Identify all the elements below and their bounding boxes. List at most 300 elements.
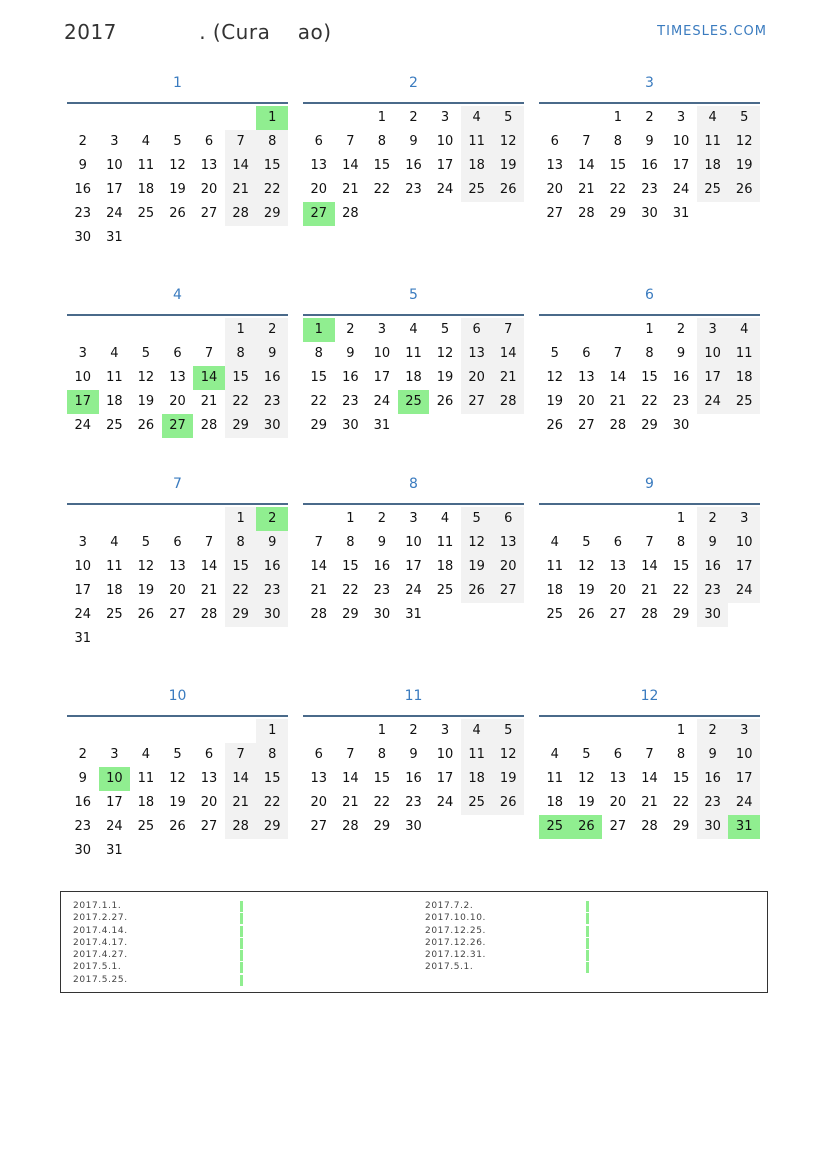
day-cell[interactable]: 10 [436,747,454,762]
day-cell[interactable]: 1 [256,106,288,130]
day-cell[interactable]: 21 [641,795,658,810]
day-cell[interactable]: 22 [225,390,257,414]
day-cell[interactable]: 4 [141,134,151,149]
day-cell[interactable]: 23 [256,390,288,414]
day-cell[interactable]: 1 [645,322,654,337]
day-cell[interactable]: 30 [697,603,729,627]
day-cell[interactable]: 8 [377,134,387,149]
day-cell[interactable]: 3 [110,747,119,762]
day-cell[interactable]: 17 [74,583,92,598]
day-cell[interactable]: 2 [697,507,729,531]
day-cell[interactable]: 7 [582,134,591,149]
day-cell[interactable]: 28 [225,815,257,839]
day-cell[interactable]: 31 [405,607,422,622]
day-cell[interactable]: 23 [74,206,92,221]
day-cell[interactable]: 7 [204,346,214,361]
day-cell[interactable]: 19 [578,583,595,598]
day-cell[interactable]: 13 [169,559,186,574]
day-cell[interactable]: 7 [645,747,654,762]
day-cell[interactable]: 28 [200,418,218,433]
day-cell[interactable]: 24 [436,182,454,197]
day-cell[interactable]: 12 [492,130,524,154]
day-cell[interactable]: 29 [609,206,627,221]
day-cell[interactable]: 5 [492,719,524,743]
day-cell[interactable]: 14 [193,366,225,390]
day-cell[interactable]: 27 [162,414,194,438]
day-cell[interactable]: 6 [613,535,623,550]
day-cell[interactable]: 25 [137,819,155,834]
day-cell[interactable]: 14 [225,154,257,178]
day-cell[interactable]: 10 [697,342,729,366]
day-cell[interactable]: 29 [641,418,658,433]
day-cell[interactable]: 26 [578,607,595,622]
day-cell[interactable]: 14 [578,158,595,173]
day-cell[interactable]: 4 [461,719,493,743]
day-cell[interactable]: 19 [169,795,186,810]
day-cell[interactable]: 12 [436,346,454,361]
day-cell[interactable]: 3 [697,318,729,342]
day-cell[interactable]: 7 [645,535,654,550]
day-cell[interactable]: 20 [200,182,218,197]
day-cell[interactable]: 2 [409,723,418,738]
day-cell[interactable]: 22 [256,791,288,815]
day-cell[interactable]: 3 [110,134,119,149]
day-cell[interactable]: 16 [74,182,92,197]
day-cell[interactable]: 24 [672,182,690,197]
day-cell[interactable]: 15 [256,767,288,791]
day-cell[interactable]: 10 [74,559,92,574]
day-cell[interactable]: 5 [461,507,493,531]
day-cell[interactable]: 19 [578,795,595,810]
day-cell[interactable]: 7 [225,130,257,154]
day-cell[interactable]: 13 [578,370,595,385]
day-cell[interactable]: 18 [546,583,564,598]
day-cell[interactable]: 10 [436,134,454,149]
day-cell[interactable]: 15 [310,370,328,385]
day-cell[interactable]: 12 [137,559,155,574]
day-cell[interactable]: 11 [728,342,760,366]
day-cell[interactable]: 13 [310,771,328,786]
day-cell[interactable]: 3 [440,110,450,125]
day-cell[interactable]: 11 [546,771,564,786]
day-cell[interactable]: 14 [200,559,218,574]
day-cell[interactable]: 17 [67,390,99,414]
day-cell[interactable]: 16 [672,370,690,385]
day-cell[interactable]: 16 [74,795,92,810]
day-cell[interactable]: 20 [578,394,595,409]
day-cell[interactable]: 2 [676,322,686,337]
day-cell[interactable]: 5 [141,346,151,361]
day-cell[interactable]: 2 [645,110,654,125]
day-cell[interactable]: 5 [141,535,151,550]
day-cell[interactable]: 1 [346,511,355,526]
day-cell[interactable]: 22 [256,178,288,202]
day-cell[interactable]: 2 [409,110,418,125]
day-cell[interactable]: 14 [641,771,658,786]
day-cell[interactable]: 19 [169,182,186,197]
day-cell[interactable]: 27 [546,206,564,221]
day-cell[interactable]: 6 [492,507,524,531]
day-cell[interactable]: 11 [461,130,493,154]
day-cell[interactable]: 5 [173,747,182,762]
day-cell[interactable]: 5 [492,106,524,130]
day-cell[interactable]: 18 [546,795,564,810]
day-cell[interactable]: 1 [676,723,686,738]
day-cell[interactable]: 20 [200,795,218,810]
day-cell[interactable]: 26 [571,815,603,839]
day-cell[interactable]: 21 [200,583,218,598]
day-cell[interactable]: 14 [492,342,524,366]
day-cell[interactable]: 16 [342,370,359,385]
day-cell[interactable]: 17 [672,158,690,173]
day-cell[interactable]: 13 [169,370,186,385]
day-cell[interactable]: 22 [672,583,690,598]
day-cell[interactable]: 17 [373,370,391,385]
day-cell[interactable]: 20 [609,795,627,810]
day-cell[interactable]: 6 [314,747,323,762]
day-cell[interactable]: 8 [256,743,288,767]
day-cell[interactable]: 23 [672,394,690,409]
day-cell[interactable]: 10 [373,346,391,361]
day-cell[interactable]: 26 [492,178,524,202]
day-cell[interactable]: 25 [398,390,430,414]
day-cell[interactable]: 19 [728,154,760,178]
day-cell[interactable]: 24 [74,607,92,622]
day-cell[interactable]: 30 [342,418,359,433]
day-cell[interactable]: 21 [342,795,359,810]
day-cell[interactable]: 7 [613,346,623,361]
day-cell[interactable]: 6 [204,134,214,149]
day-cell[interactable]: 14 [225,767,257,791]
day-cell[interactable]: 5 [728,106,760,130]
day-cell[interactable]: 4 [409,322,418,337]
day-cell[interactable]: 31 [106,230,123,245]
day-cell[interactable]: 11 [697,130,729,154]
day-cell[interactable]: 29 [373,819,391,834]
day-cell[interactable]: 28 [492,390,524,414]
day-cell[interactable]: 6 [613,747,623,762]
day-cell[interactable]: 10 [99,767,131,791]
day-cell[interactable]: 24 [405,583,422,598]
day-cell[interactable]: 12 [137,370,155,385]
day-cell[interactable]: 9 [78,771,87,786]
day-cell[interactable]: 20 [310,182,328,197]
day-cell[interactable]: 17 [436,158,454,173]
day-cell[interactable]: 10 [106,158,123,173]
day-cell[interactable]: 12 [728,130,760,154]
day-cell[interactable]: 5 [582,747,591,762]
day-cell[interactable]: 27 [492,579,524,603]
day-cell[interactable]: 20 [546,182,564,197]
day-cell[interactable]: 30 [405,819,422,834]
day-cell[interactable]: 4 [550,535,559,550]
day-cell[interactable]: 17 [697,366,729,390]
day-cell[interactable]: 20 [310,795,328,810]
day-cell[interactable]: 20 [169,583,186,598]
day-cell[interactable]: 14 [609,370,627,385]
day-cell[interactable]: 4 [728,318,760,342]
day-cell[interactable]: 3 [676,110,686,125]
day-cell[interactable]: 21 [225,791,257,815]
day-cell[interactable]: 9 [645,134,654,149]
day-cell[interactable]: 4 [110,346,119,361]
day-cell[interactable]: 3 [78,535,87,550]
day-cell[interactable]: 18 [461,154,493,178]
day-cell[interactable]: 31 [106,843,123,858]
day-cell[interactable]: 2 [256,318,288,342]
day-cell[interactable]: 31 [74,631,92,646]
day-cell[interactable]: 31 [373,418,391,433]
day-cell[interactable]: 26 [137,418,155,433]
day-cell[interactable]: 14 [641,559,658,574]
day-cell[interactable]: 27 [310,819,328,834]
day-cell[interactable]: 26 [169,206,186,221]
day-cell[interactable]: 16 [373,559,391,574]
day-cell[interactable]: 28 [310,607,328,622]
day-cell[interactable]: 29 [225,603,257,627]
day-cell[interactable]: 18 [697,154,729,178]
day-cell[interactable]: 23 [74,819,92,834]
day-cell[interactable]: 8 [613,134,623,149]
day-cell[interactable]: 8 [256,130,288,154]
day-cell[interactable]: 5 [550,346,559,361]
day-cell[interactable]: 26 [436,394,454,409]
day-cell[interactable]: 30 [641,206,658,221]
day-cell[interactable]: 29 [256,815,288,839]
day-cell[interactable]: 26 [546,418,564,433]
day-cell[interactable]: 16 [697,555,729,579]
day-cell[interactable]: 13 [492,531,524,555]
day-cell[interactable]: 25 [461,178,493,202]
day-cell[interactable]: 25 [436,583,454,598]
day-cell[interactable]: 1 [377,723,387,738]
day-cell[interactable]: 23 [697,579,729,603]
day-cell[interactable]: 21 [641,583,658,598]
day-cell[interactable]: 11 [137,771,155,786]
day-cell[interactable]: 13 [200,771,218,786]
day-cell[interactable]: 19 [436,370,454,385]
day-cell[interactable]: 10 [672,134,690,149]
day-cell[interactable]: 8 [645,346,654,361]
day-cell[interactable]: 28 [200,607,218,622]
day-cell[interactable]: 5 [582,535,591,550]
day-cell[interactable]: 11 [137,158,155,173]
day-cell[interactable]: 30 [373,607,391,622]
day-cell[interactable]: 7 [346,747,355,762]
day-cell[interactable]: 26 [137,607,155,622]
day-cell[interactable]: 13 [546,158,564,173]
day-cell[interactable]: 24 [106,819,123,834]
day-cell[interactable]: 28 [342,206,359,221]
day-cell[interactable]: 2 [346,322,355,337]
day-cell[interactable]: 9 [409,134,418,149]
day-cell[interactable]: 27 [609,607,627,622]
day-cell[interactable]: 23 [697,791,729,815]
day-cell[interactable]: 22 [310,394,328,409]
day-cell[interactable]: 28 [225,202,257,226]
day-cell[interactable]: 7 [346,134,355,149]
day-cell[interactable]: 8 [676,747,686,762]
day-cell[interactable]: 10 [728,743,760,767]
day-cell[interactable]: 15 [342,559,359,574]
day-cell[interactable]: 7 [314,535,323,550]
day-cell[interactable]: 24 [728,791,760,815]
day-cell[interactable]: 13 [609,559,627,574]
day-cell[interactable]: 14 [342,158,359,173]
day-cell[interactable]: 8 [314,346,323,361]
day-cell[interactable]: 22 [609,182,627,197]
day-cell[interactable]: 6 [204,747,214,762]
day-cell[interactable]: 5 [173,134,182,149]
day-cell[interactable]: 4 [110,535,119,550]
day-cell[interactable]: 22 [342,583,359,598]
day-cell[interactable]: 1 [225,507,257,531]
day-cell[interactable]: 9 [697,743,729,767]
day-cell[interactable]: 25 [539,815,571,839]
day-cell[interactable]: 9 [377,535,387,550]
day-cell[interactable]: 6 [173,535,182,550]
day-cell[interactable]: 27 [609,819,627,834]
day-cell[interactable]: 11 [405,346,422,361]
day-cell[interactable]: 11 [106,559,123,574]
day-cell[interactable]: 21 [609,394,627,409]
day-cell[interactable]: 26 [492,791,524,815]
day-cell[interactable]: 30 [74,843,92,858]
day-cell[interactable]: 1 [225,318,257,342]
day-cell[interactable]: 18 [436,559,454,574]
day-cell[interactable]: 29 [672,607,690,622]
day-cell[interactable]: 23 [256,579,288,603]
day-cell[interactable]: 28 [609,418,627,433]
day-cell[interactable]: 27 [303,202,335,226]
day-cell[interactable]: 31 [672,206,690,221]
day-cell[interactable]: 14 [342,771,359,786]
day-cell[interactable]: 25 [728,390,760,414]
day-cell[interactable]: 25 [106,607,123,622]
day-cell[interactable]: 22 [373,795,391,810]
day-cell[interactable]: 15 [225,366,257,390]
day-cell[interactable]: 9 [256,342,288,366]
day-cell[interactable]: 15 [672,559,690,574]
day-cell[interactable]: 13 [609,771,627,786]
day-cell[interactable]: 11 [461,743,493,767]
day-cell[interactable]: 15 [641,370,658,385]
day-cell[interactable]: 29 [225,414,257,438]
day-cell[interactable]: 21 [310,583,328,598]
day-cell[interactable]: 18 [461,767,493,791]
day-cell[interactable]: 17 [728,555,760,579]
day-cell[interactable]: 30 [697,815,729,839]
day-cell[interactable]: 4 [141,747,151,762]
day-cell[interactable]: 26 [461,579,493,603]
day-cell[interactable]: 24 [74,418,92,433]
day-cell[interactable]: 19 [492,154,524,178]
day-cell[interactable]: 6 [582,346,591,361]
day-cell[interactable]: 17 [728,767,760,791]
day-cell[interactable]: 21 [342,182,359,197]
day-cell[interactable]: 6 [461,318,493,342]
day-cell[interactable]: 9 [697,531,729,555]
day-cell[interactable]: 27 [578,418,595,433]
day-cell[interactable]: 1 [256,719,288,743]
day-cell[interactable]: 28 [578,206,595,221]
day-cell[interactable]: 2 [78,747,87,762]
day-cell[interactable]: 18 [137,182,155,197]
day-cell[interactable]: 12 [492,743,524,767]
day-cell[interactable]: 1 [676,511,686,526]
day-cell[interactable]: 20 [461,366,493,390]
day-cell[interactable]: 21 [578,182,595,197]
day-cell[interactable]: 28 [641,607,658,622]
day-cell[interactable]: 9 [409,747,418,762]
day-cell[interactable]: 21 [492,366,524,390]
day-cell[interactable]: 25 [461,791,493,815]
day-cell[interactable]: 20 [169,394,186,409]
day-cell[interactable]: 29 [310,418,328,433]
day-cell[interactable]: 27 [200,819,218,834]
day-cell[interactable]: 26 [169,819,186,834]
day-cell[interactable]: 16 [405,158,422,173]
day-cell[interactable]: 8 [676,535,686,550]
day-cell[interactable]: 27 [200,206,218,221]
day-cell[interactable]: 3 [728,719,760,743]
day-cell[interactable]: 27 [461,390,493,414]
day-cell[interactable]: 28 [641,819,658,834]
day-cell[interactable]: 17 [106,182,123,197]
day-cell[interactable]: 3 [78,346,87,361]
day-cell[interactable]: 15 [373,771,391,786]
day-cell[interactable]: 12 [169,771,186,786]
day-cell[interactable]: 24 [106,206,123,221]
day-cell[interactable]: 9 [256,531,288,555]
day-cell[interactable]: 2 [377,511,387,526]
day-cell[interactable]: 2 [78,134,87,149]
day-cell[interactable]: 2 [697,719,729,743]
day-cell[interactable]: 28 [342,819,359,834]
day-cell[interactable]: 8 [377,747,387,762]
day-cell[interactable]: 3 [377,322,387,337]
day-cell[interactable]: 5 [440,322,450,337]
day-cell[interactable]: 25 [137,206,155,221]
day-cell[interactable]: 24 [436,795,454,810]
day-cell[interactable]: 22 [225,579,257,603]
day-cell[interactable]: 30 [74,230,92,245]
day-cell[interactable]: 9 [346,346,355,361]
day-cell[interactable]: 26 [728,178,760,202]
day-cell[interactable]: 1 [303,318,335,342]
day-cell[interactable]: 11 [436,535,454,550]
day-cell[interactable]: 22 [373,182,391,197]
day-cell[interactable]: 12 [546,370,564,385]
day-cell[interactable]: 25 [697,178,729,202]
day-cell[interactable]: 23 [342,394,359,409]
day-cell[interactable]: 15 [256,154,288,178]
day-cell[interactable]: 23 [641,182,658,197]
day-cell[interactable]: 15 [373,158,391,173]
day-cell[interactable]: 22 [641,394,658,409]
day-cell[interactable]: 12 [578,771,595,786]
day-cell[interactable]: 13 [461,342,493,366]
day-cell[interactable]: 23 [373,583,391,598]
day-cell[interactable]: 27 [169,607,186,622]
day-cell[interactable]: 22 [672,795,690,810]
day-cell[interactable]: 21 [225,178,257,202]
day-cell[interactable]: 3 [409,511,418,526]
day-cell[interactable]: 17 [106,795,123,810]
day-cell[interactable]: 20 [492,555,524,579]
day-cell[interactable]: 7 [204,535,214,550]
day-cell[interactable]: 13 [200,158,218,173]
